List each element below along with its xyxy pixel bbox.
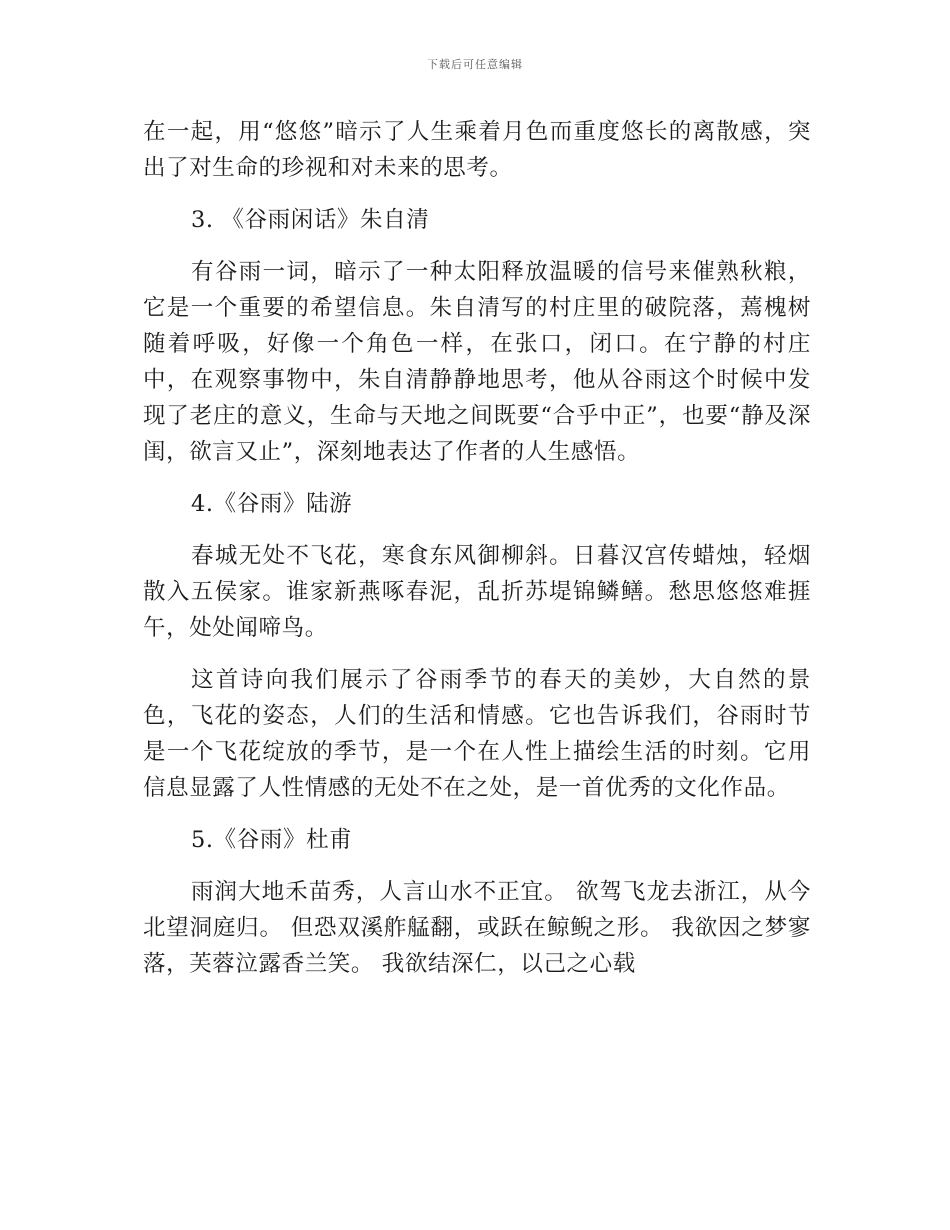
paragraph-section-3: 有谷雨一词，暗示了一种太阳释放温暖的信号来催熟秋粮，它是一个重要的希望信息。朱自清写的村庄里的破院落，蔫槐树随着呼吸，好像一个角色一样，在张口，闭口。在宁静的村庄中，在观察事物中，朱自清静静地思考，他从谷雨这个时候中发现了老庄的意义，生命与天地之间既要“合乎中正”，也要“静及深闺，欲言又止”，深刻地表达了作者的人生感悟。 [143,259,811,465]
paragraph-continuation: 在一起，用“悠悠”暗示了人生乘着月色而重度悠长的离散感，突出了对生命的珍视和对未来的思考。 [143,119,811,181]
document-body [143,114,811,998]
section-heading-3: 3. 《谷雨闲话》朱自清 [191,207,430,233]
section-heading-4: 4.《谷雨》陆游 [191,491,353,517]
poem-section-5: 雨润大地禾苗秀，人言山水不正宜。 欲驾飞龙去浙江，从今北望洞庭归。 但恐双溪舴艋翻，或跃在鲸鲵之形。 我欲因之梦寥落，芙蓉泣露香兰笑。 我欲结深仁，以己之心载 [143,879,811,977]
poem-section-4: 春城无处不飞花，寒食东风御柳斜。日暮汉宫传蜡烛，轻烟散入五侯家。谁家新燕啄春泥，乱折苏堤锦鳞鳝。愁思悠悠难捱午，处处闻啼鸟。 [143,543,811,641]
page-header: 下载后可任意编辑 [427,58,523,71]
paragraph-section-4-analysis: 这首诗向我们展示了谷雨季节的春天的美妙，大自然的景色，飞花的姿态，人们的生活和情感。它也告诉我们，谷雨时节是一个飞花绽放的季节，是一个在人性上描绘生活的时刻。它用信息显露了人性情感的无处不在之处，是一首优秀的文化作品。 [143,667,811,801]
section-heading-5: 5.《谷雨》杜甫 [191,827,353,853]
